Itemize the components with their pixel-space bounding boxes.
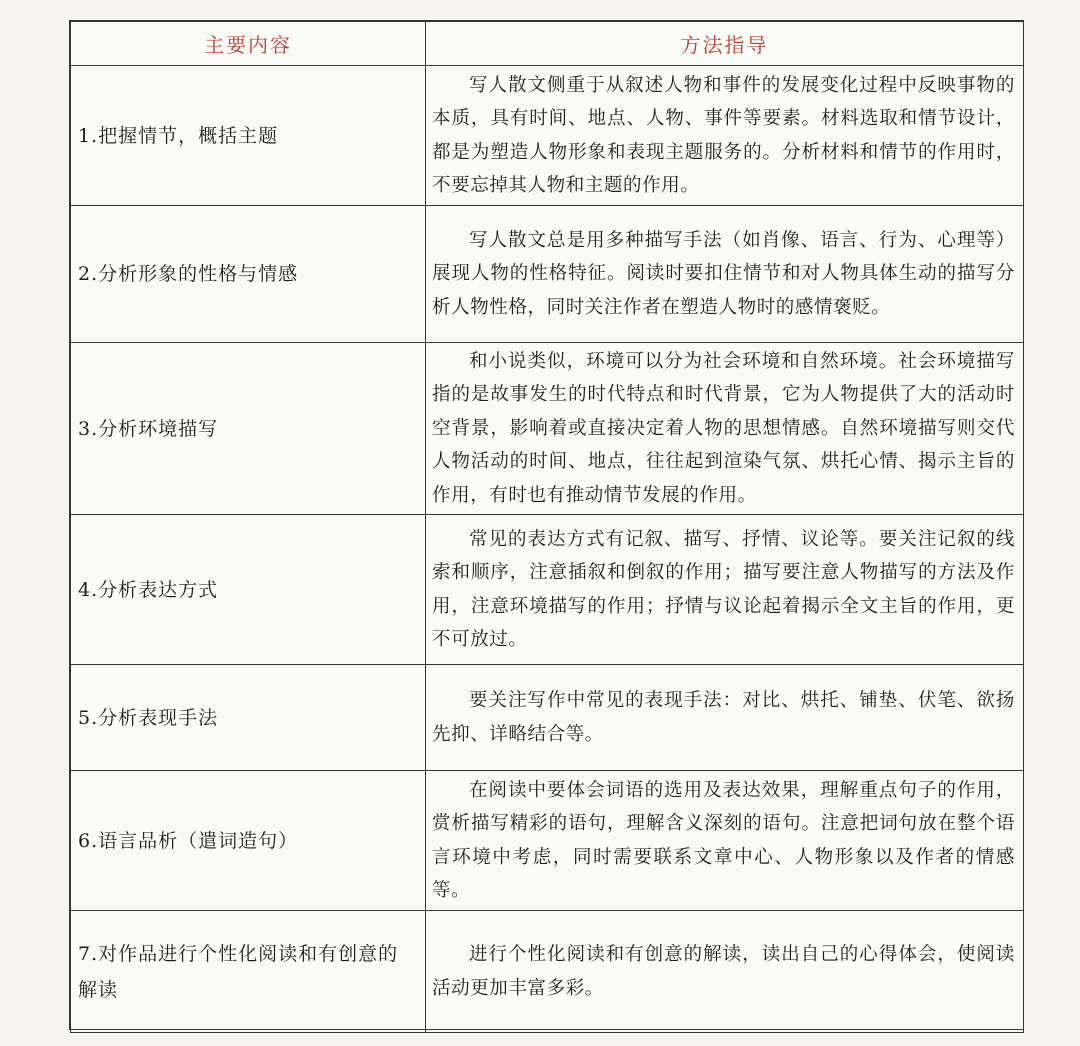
table-row [71, 515, 1024, 665]
guide-text: 在阅读中要体会词语的选用及表达效果，理解重点句子的作用，赏析描写精彩的语句，理解含义深刻的语句。注意把词句放在整个语言环境中考虑，同时需要联系文章中心、人物形象以及作者的情感等。 [432, 779, 1015, 901]
table-row [71, 665, 1024, 771]
table-row [71, 66, 1024, 206]
header-row [71, 22, 1024, 66]
guide-cell [426, 206, 1024, 343]
table-row [71, 206, 1024, 343]
guide-text: 要关注写作中常见的表现手法：对比、烘托、铺垫、伏笔、欲扬先抑、详略结合等。 [432, 690, 1015, 745]
topic-cell: 3.分析环境描写 [71, 343, 426, 515]
topic-cell: 4.分析表达方式 [71, 515, 426, 665]
header-main-content: 主要内容 [71, 22, 426, 66]
guide-text: 写人散文总是用多种描写手法（如肖像、语言、行为、心理等）展现人物的性格特征。阅读时要扣住情节和对人物具体生动的描写分析人物性格，同时关注作者在塑造人物时的感情褒贬。 [432, 229, 1015, 318]
guide-text: 写人散文侧重于从叙述人物和事件的发展变化过程中反映事物的本质，具有时间、地点、人物、事件等要素。材料选取和情节设计，都是为塑造人物形象和表现主题服务的。分析材料和情节的作用时，不要忘掉其人物和主题的作用。 [432, 74, 1015, 196]
guide-cell [426, 66, 1024, 206]
guide-cell [426, 771, 1024, 911]
header-method-guide: 方法指导 [426, 22, 1024, 66]
guide-cell [426, 665, 1024, 771]
guide-text: 进行个性化阅读和有创意的解读，读出自己的心得体会，使阅读活动更加丰富多彩。 [432, 944, 1015, 999]
method-table [70, 21, 1024, 1033]
guide-cell [426, 515, 1024, 665]
topic-cell: 7.对作品进行个性化阅读和有创意的解读 [71, 911, 426, 1033]
guide-text: 和小说类似，环境可以分为社会环境和自然环境。社会环境描写指的是故事发生的时代特点和时代背景，它为人物提供了大的活动时空背景，影响着或直接决定着人物的思想情感。自然环境描写则交代人物活动的时间、地点，往往起到渲染气氛、烘托心情、揭示主旨的作用，有时也有推动情节发展的作用。 [432, 350, 1015, 506]
table-row [71, 343, 1024, 515]
guide-cell [426, 343, 1024, 515]
guide-cell [426, 911, 1024, 1033]
topic-cell: 2.分析形象的性格与情感 [71, 206, 426, 343]
topic-cell: 5.分析表现手法 [71, 665, 426, 771]
table-row [71, 771, 1024, 911]
table-row [71, 911, 1024, 1033]
method-table-sheet [69, 20, 1024, 1030]
topic-cell: 1.把握情节，概括主题 [71, 66, 426, 206]
guide-text: 常见的表达方式有记叙、描写、抒情、议论等。要关注记叙的线索和顺序，注意插叙和倒叙的作用；描写要注意人物描写的方法及作用，注意环境描写的作用；抒情与议论起着揭示全文主旨的作用，更不可放过。 [432, 528, 1015, 650]
topic-cell: 6.语言品析（遣词造句） [71, 771, 426, 911]
